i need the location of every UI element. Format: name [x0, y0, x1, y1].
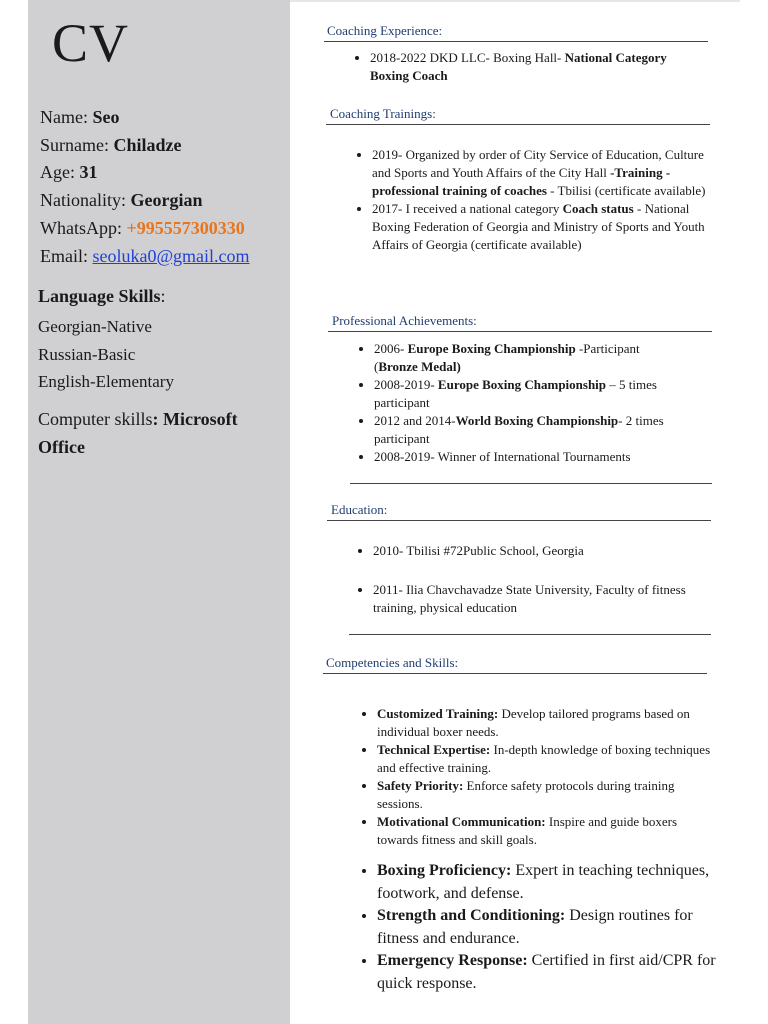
- item-text: Design routines for fitness and endurance.: [377, 907, 693, 947]
- item-text: 2010- Tbilisi #72Public School, Georgia: [373, 543, 584, 558]
- section-rule: [324, 41, 708, 42]
- whatsapp-value: +995557300330: [126, 217, 245, 238]
- item-text: 2018-2022 DKD LLC- Boxing Hall-: [370, 50, 562, 65]
- item-text: - National Boxing Federation of Georgia and Ministry of Sports and Youth Affairs of Georgia (certificate available): [372, 201, 705, 252]
- language-item: Russian-Basic: [38, 344, 136, 364]
- section-rule: [326, 124, 710, 125]
- item-text: Enforce safety protocols during training sessions.: [377, 778, 675, 811]
- list-item: [374, 448, 682, 466]
- list-item: [377, 741, 717, 777]
- list-item: [373, 581, 713, 617]
- section-rule: [328, 331, 712, 332]
- item-text: Expert in teaching techniques, footwork, and defense.: [377, 862, 710, 902]
- item-bold: Boxing Proficiency:: [377, 862, 512, 879]
- surname-value: Chiladze: [113, 134, 182, 155]
- item-text: Develop tailored programs based on individual boxer needs.: [377, 706, 690, 739]
- language-item: Georgian-Native: [38, 317, 152, 336]
- section-rule: [327, 520, 711, 521]
- email-link[interactable]: seoluka0@gmail.com: [92, 245, 250, 266]
- list-item: [374, 412, 682, 448]
- item-bold: -Training - professional training of coaches: [372, 165, 671, 198]
- age-row: Age: 31: [40, 162, 98, 183]
- item-text: 2019- Organized by order of City Service of Education, Culture and Sports and Youth Affairs of the City Hall: [372, 147, 704, 180]
- item-text: 2008-2019- Winner of International Tournaments: [374, 449, 631, 464]
- list-item: [377, 950, 717, 995]
- item-bold: Coach status: [562, 201, 634, 216]
- list-item: [374, 340, 682, 376]
- list-item: [372, 146, 714, 200]
- whatsapp-row: WhatsApp: +995557300330: [40, 217, 245, 238]
- nationality-value: Georgian: [130, 190, 203, 211]
- item-bold: Technical Expertise:: [377, 742, 491, 757]
- education-heading: Education:: [331, 502, 388, 517]
- language-list: [38, 313, 174, 396]
- achievements-heading: Professional Achievements:: [332, 313, 477, 328]
- item-bold: Europe Boxing Championship: [437, 377, 607, 392]
- competencies-heading: Competencies and Skills:: [326, 655, 459, 670]
- item-text: 2017- I received a national category: [372, 201, 563, 216]
- coaching-trainings-list: [350, 146, 714, 254]
- email-row: Email: seoluka0@gmail.com: [40, 245, 250, 266]
- item-text: Inspire and guide boxers towards fitness and skill goals.: [377, 814, 678, 847]
- item-bold: Bronze Medal): [378, 359, 461, 374]
- item-bold: Europe Boxing Championship: [407, 341, 576, 356]
- name-value: Seo: [92, 107, 120, 127]
- list-item: [377, 777, 717, 813]
- top-border: [290, 0, 740, 2]
- section-rule: [350, 483, 712, 484]
- list-item: [377, 813, 717, 849]
- name-row: Name: Seo: [40, 107, 120, 127]
- item-bold: Strength and Conditioning:: [377, 907, 566, 924]
- education-list: [351, 542, 713, 617]
- computer-skills-value: Microsoft Office: [38, 409, 238, 457]
- nationality-row: Nationality: Georgian: [40, 190, 203, 211]
- language-item: English-Elementary: [38, 372, 174, 391]
- item-text: - Tbilisi (certificate available): [546, 183, 706, 198]
- list-item: [377, 905, 717, 950]
- competencies-list: [355, 705, 717, 849]
- item-text: In-depth knowledge of boxing techniques and effective training.: [377, 742, 711, 775]
- item-bold: National Category Boxing Coach: [370, 50, 667, 83]
- computer-skills: Computer skills: Microsoft Office: [38, 409, 238, 457]
- item-bold: Motivational Communication:: [377, 814, 546, 829]
- item-text: – 5 times participant: [374, 377, 657, 410]
- competencies-list-large: [355, 860, 717, 995]
- item-text: Certified in first aid/CPR for quick response.: [377, 952, 716, 992]
- list-item: [377, 860, 717, 905]
- item-text: - 2 times participant: [374, 413, 664, 446]
- list-item: [370, 49, 670, 85]
- coaching-experience-list: [348, 49, 670, 85]
- item-bold: Customized Training:: [377, 706, 499, 721]
- list-item: [372, 200, 714, 254]
- item-bold: Safety Priority:: [377, 778, 464, 793]
- surname-row: Surname: Chiladze: [40, 134, 182, 155]
- sidebar: [28, 0, 290, 1024]
- item-text: -Participant (: [374, 341, 640, 374]
- list-item: [377, 705, 717, 741]
- item-text: 2012 and 2014-: [374, 413, 456, 428]
- item-text: 2006-: [374, 341, 408, 356]
- item-bold: Emergency Response:: [377, 952, 528, 969]
- list-item: [374, 376, 682, 412]
- cv-title: CV: [52, 13, 130, 73]
- section-rule: [323, 673, 707, 674]
- list-item: [373, 542, 713, 560]
- item-text: 2011- Ilia Chavchavadze State University, Faculty of fitness training, physical education: [373, 582, 686, 615]
- section-rule: [349, 634, 711, 635]
- item-text: 2008-2019-: [374, 377, 438, 392]
- item-bold: World Boxing Championship: [455, 413, 619, 428]
- age-value: 31: [79, 162, 98, 183]
- personal-info: [40, 104, 250, 270]
- language-skills-heading: Language Skills:: [38, 286, 166, 306]
- coaching-trainings-heading: Coaching Trainings:: [330, 106, 436, 121]
- coaching-experience-heading: Coaching Experience:: [327, 23, 443, 38]
- achievements-list: [352, 340, 682, 466]
